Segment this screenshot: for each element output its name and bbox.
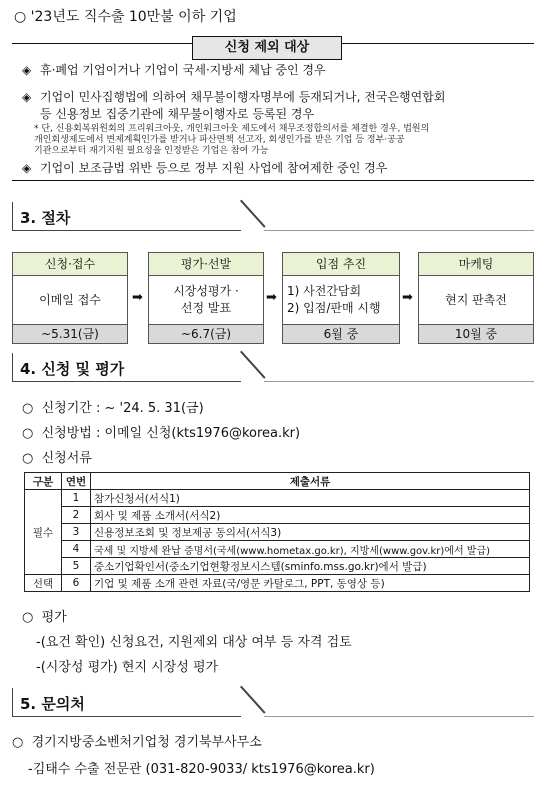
step-header: 마케팅	[418, 252, 534, 276]
section-header-contact	[12, 688, 534, 718]
bullet: ○	[14, 9, 27, 25]
exclusion-item: ◈ 기업이 민사집행법에 의하여 채무불이행자명부에 등재되거나, 전국은행연합회	[22, 90, 446, 104]
category-optional: 선택	[25, 575, 62, 592]
diamond-bullet-icon: ◈	[22, 90, 32, 104]
table-row: 2 회사 및 제품 소개서(서식2)	[25, 507, 530, 524]
category-required: 필수	[25, 490, 62, 575]
step-body: 현지 판촉전	[418, 276, 534, 324]
table-row: 필수 1 참가신청서(서식1)	[25, 490, 530, 507]
step-header: 신청·접수	[12, 252, 128, 276]
application-method: ○ 신청방법 : 이메일 신청(kts1976@korea.kr)	[22, 426, 301, 441]
header-document: 제출서류	[91, 473, 530, 490]
evaluation-item: -(시장성 평가) 현지 시장성 평가	[36, 660, 219, 675]
exclusion-item: ◈ 휴·폐업 기업이거나 기업이 국세·지방세 체납 중인 경우	[22, 63, 326, 77]
exclusion-item-cont: 등 신용정보 집중기관에 채무불이행자로 등록된 경우	[40, 107, 315, 121]
step-header: 입점 추진	[282, 252, 400, 276]
section-header-procedure	[12, 202, 534, 232]
process-step	[418, 252, 534, 344]
table-header-row	[25, 473, 530, 490]
arrow-right-icon: ➡	[402, 290, 413, 305]
section-header-application	[12, 353, 534, 383]
arrow-right-icon: ➡	[132, 290, 143, 305]
table-row: 3 신용정보조회 및 정보제공 동의서(서식3)	[25, 524, 530, 541]
application-period: ○ 신청기간 : ~ '24. 5. 31(금)	[22, 401, 204, 416]
section-title: 3. 절차	[20, 209, 71, 227]
contact-person: -김태수 수출 전문관 (031-820-9033/ kts1976@korea.kr)	[28, 762, 375, 777]
process-step	[282, 252, 400, 344]
section-title: 4. 신청 및 평가	[20, 360, 125, 378]
process-step	[12, 252, 128, 344]
process-step	[148, 252, 264, 344]
evaluation-item: -(요건 확인) 신청요건, 지원제외 대상 여부 등 자격 검토	[36, 635, 352, 650]
step-deadline: 10월 중	[418, 324, 534, 344]
step-body: 시장성평가 · 선정 발표	[148, 276, 264, 324]
table-row: 5 중소기업확인서(중소기업현황정보시스템(sminfo.mss.go.kr)에서 발급)	[25, 558, 530, 575]
table-row: 4 국세 및 지방세 완납 증명서(국세(www.hometax.go.kr), 지방세(www.gov.kr)에서 발급)	[25, 541, 530, 558]
step-deadline: ~6.7(금)	[148, 324, 264, 344]
eligibility-text: '23년도 직수출 10만불 이하 기업	[30, 9, 237, 25]
evaluation-label: ○ 평가	[22, 610, 67, 625]
diamond-bullet-icon: ◈	[22, 63, 32, 77]
exclusion-note: * 단, 신용회복위원회의 프리워크아웃, 개인워크아웃 제도에서 채무조정합의서를 체결한 경우, 법원의 개인회생제도에서 변제계획인가를 받거나 파산면책 선고자, 회생인가를 받은 기업 등 정부·공공 기관으로부터 재기지원 필요성을 인정받은 기업은 참여 가능	[34, 124, 430, 156]
exclusion-item: ◈ 기업이 보조금법 위반 등으로 정부 지원 사업에 참여제한 중인 경우	[22, 161, 388, 175]
contact-org: ○ 경기지방중소벤처기업청 경기북부사무소	[12, 735, 262, 750]
diamond-bullet-icon: ◈	[22, 161, 32, 175]
header-number: 연번	[62, 473, 91, 490]
documents-table	[24, 472, 530, 592]
step-header: 평가·선발	[148, 252, 264, 276]
table-row: 선택 6 기업 및 제품 소개 관련 자료(국/영문 카탈로그, PPT, 동영상 등)	[25, 575, 530, 592]
step-deadline: ~5.31(금)	[12, 324, 128, 344]
header-category: 구분	[25, 473, 62, 490]
arrow-right-icon: ➡	[266, 290, 277, 305]
exclusion-title: 신청 제외 대상	[192, 36, 342, 60]
eligibility-line	[14, 6, 237, 26]
step-body: 1) 사전간담회 2) 입점/판매 시행	[282, 276, 400, 324]
step-deadline: 6월 중	[282, 324, 400, 344]
step-body: 이메일 접수	[12, 276, 128, 324]
section-title: 5. 문의처	[20, 695, 85, 713]
application-docs-label: ○ 신청서류	[22, 451, 92, 466]
